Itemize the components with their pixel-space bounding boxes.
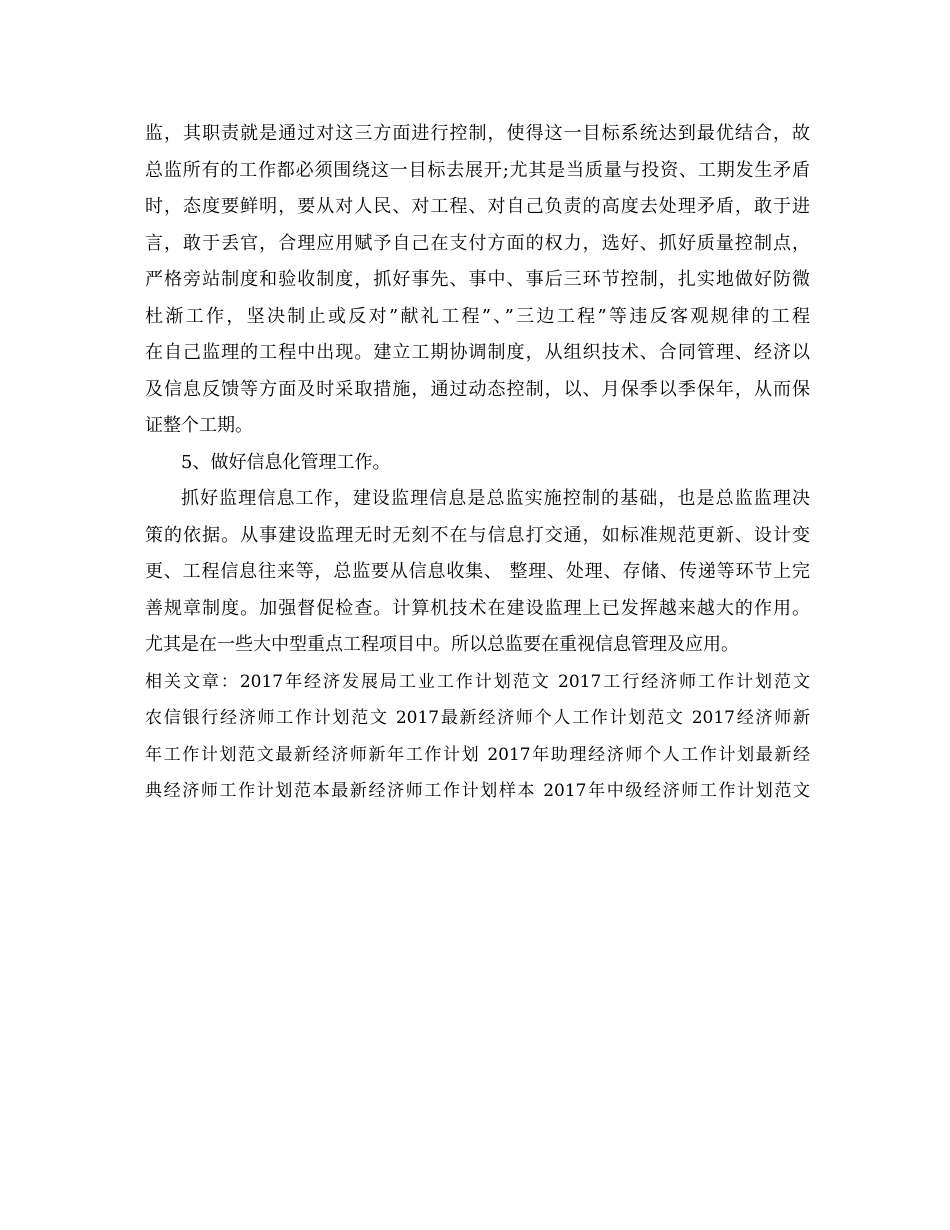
text-line: 在自己监理的工程中出现。建立工期协调制度，从组织技术、合同管理、经济以 <box>145 342 810 363</box>
text-line: 监，其职责就是通过对这三方面进行控制，使得这一目标系统达到最优结合，故 <box>145 123 810 144</box>
text-line: 杜渐工作，坚决制止或反对”献礼工程”、”三边工程”等违反客观规律的工程 <box>145 305 810 327</box>
text-line: 策的依据。从事建设监理无时无刻不在与信息打交通，如标准规范更新、设计变 <box>145 524 810 546</box>
text-line: 时，态度要鲜明，要从对人民、对工程、对自己负责的高度去处理矛盾，敢于进 <box>145 196 810 217</box>
text-line: 言，敢于丢官，合理应用赋予自己在支付方面的权力，选好、抓好质量控制点， <box>145 232 810 254</box>
paragraph-progress-control <box>145 116 810 445</box>
related-articles-line: 典经济师工作计划范本最新经济师工作计划样本 2017年中级经济师工作计划范文 <box>145 781 810 801</box>
section-heading: 5、做好信息化管理工作。 <box>181 451 391 473</box>
document-body <box>145 116 810 810</box>
text-line: 更、工程信息往来等，总监要从信息收集、 整理、处理、存储、传递等环节上完 <box>145 561 810 582</box>
text-line: 总监所有的工作都必须围绕这一目标去展开;尤其是当质量与投资、工期发生矛盾 <box>145 159 810 181</box>
text-line: 及信息反馈等方面及时采取措施，通过动态控制，以、月保季以季保年，从而保 <box>145 378 810 400</box>
text-line: 严格旁站制度和验收制度，抓好事先、事中、事后三环节控制，扎实地做好防微 <box>145 269 810 290</box>
related-articles-line: 年工作计划范文最新经济师新年工作计划 2017年助理经济师个人工作计划最新经 <box>145 744 810 765</box>
text-line: 抓好监理信息工作，建设监理信息是总监实施控制的基础，也是总监监理决 <box>181 488 810 509</box>
text-line: 尤其是在一些大中型重点工程项目中。所以总监要在重视信息管理及应用。 <box>145 634 739 655</box>
text-line: 证整个工期。 <box>145 415 253 436</box>
related-articles-line: 相关文章：2017年经济发展局工业工作计划范文 2017工行经济师工作计划范文 <box>145 671 810 692</box>
paragraph-information-management <box>145 481 810 664</box>
related-articles <box>145 664 810 810</box>
related-articles-line: 农信银行经济师工作计划范文 2017最新经济师个人工作计划范文 2017经济师新 <box>145 708 810 728</box>
text-line: 善规章制度。加强督促检查。计算机技术在建设监理上已发挥越来越大的作用。 <box>145 597 810 619</box>
